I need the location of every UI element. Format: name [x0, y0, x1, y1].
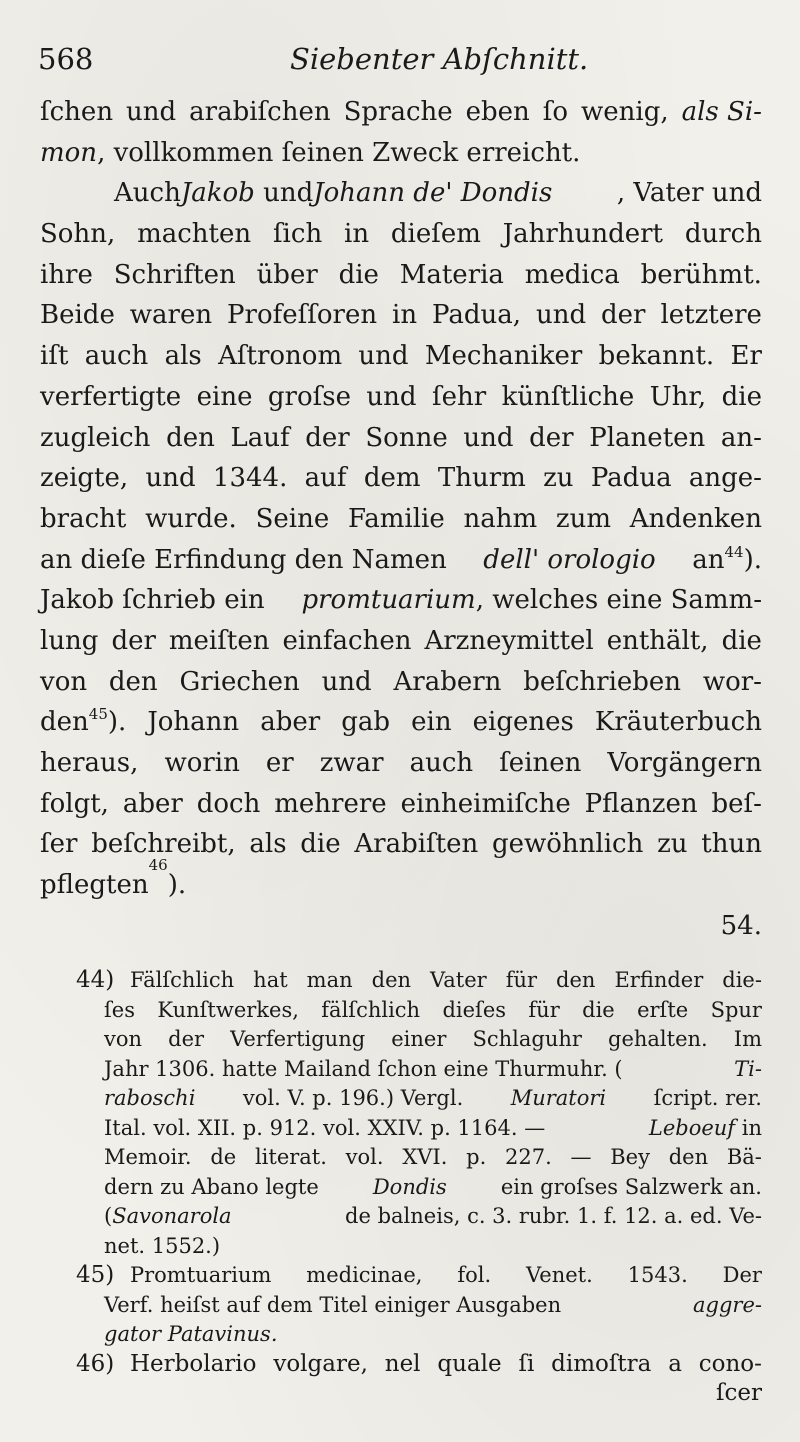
catchword: ſcer	[716, 1380, 762, 1406]
text-line	[40, 856, 762, 906]
text-word: zu	[657, 829, 688, 860]
text-word: gewöhnlich	[491, 829, 644, 860]
text-word: künſtliche	[501, 381, 635, 412]
footnote-number: 44)	[76, 967, 115, 993]
text-word: Savonarola	[112, 1204, 232, 1228]
text-word: Erfinder	[614, 968, 704, 992]
text-word: als Si-	[681, 97, 762, 127]
footnote-ref-44: 44	[724, 542, 744, 561]
text-word: den	[556, 968, 596, 992]
text-line	[40, 621, 762, 662]
text-word: und	[126, 97, 177, 127]
text-word: an-	[720, 422, 762, 453]
text-word: ſcript. rer.	[653, 1086, 762, 1110]
text-word: , Vater und	[616, 178, 762, 209]
text-word: Mechaniker	[424, 341, 583, 372]
text-word: ſi	[518, 1350, 535, 1377]
text-word: mon	[40, 137, 98, 168]
text-line	[40, 540, 762, 581]
text-word: Arzneymittel	[424, 625, 594, 656]
text-word: Beide	[40, 300, 115, 331]
text-word: einheimiſche	[400, 788, 571, 819]
text-word: 54.	[720, 910, 762, 941]
text-word: Sohn,	[40, 219, 116, 250]
footnote-46	[40, 1350, 762, 1409]
text-word: ſich	[272, 219, 323, 250]
text-word: raboschi	[104, 1086, 196, 1110]
text-word: über	[256, 259, 318, 290]
footnote-45	[40, 1261, 762, 1350]
text-word: Verfertigung	[230, 1027, 366, 1051]
text-word: die	[721, 625, 762, 656]
text-word: Griechen	[179, 666, 300, 697]
text-word: berühmt.	[640, 259, 762, 290]
text-line	[40, 662, 762, 703]
text-word: ).	[167, 870, 187, 901]
text-word: doch	[196, 788, 261, 819]
text-word: Er	[730, 341, 762, 372]
text-word: dimoſtra	[551, 1350, 652, 1377]
text-word: aggre-	[693, 1292, 762, 1317]
text-word: Vater	[430, 968, 487, 992]
text-word: Lauf	[230, 422, 290, 453]
text-word: 1344.	[212, 463, 288, 494]
text-line	[40, 418, 762, 459]
text-word: Auch	[114, 178, 181, 209]
text-word: ſeinen	[499, 748, 582, 778]
text-word: und	[263, 178, 314, 209]
text-word: Spur	[710, 997, 762, 1022]
text-word: Andenken	[629, 503, 762, 534]
text-line	[40, 743, 762, 784]
text-word: mehrere	[274, 788, 387, 819]
text-word: ).	[107, 707, 127, 738]
text-line	[40, 295, 762, 336]
text-word: der	[601, 300, 646, 331]
text-word: a	[668, 1350, 682, 1377]
text-word: und	[145, 463, 196, 494]
text-word: thun	[701, 829, 762, 860]
text-word: bekannt.	[598, 341, 715, 372]
text-word: dem	[363, 463, 421, 494]
text-word: promtuarium	[301, 585, 476, 616]
text-word: Herbolario	[130, 1350, 257, 1377]
text-word: aber	[260, 707, 321, 738]
text-word: Im	[733, 1027, 762, 1051]
text-word: Bey	[610, 1145, 650, 1169]
text-word: vol.	[345, 1145, 384, 1169]
text-word: zu	[543, 463, 574, 494]
text-word: Jahrhundert	[502, 219, 663, 250]
text-word: (	[104, 1204, 113, 1228]
text-word: enthält,	[606, 625, 709, 656]
text-word: der	[111, 625, 156, 656]
text-line	[40, 214, 762, 255]
text-word: der	[305, 422, 350, 453]
text-line	[40, 336, 762, 377]
text-line	[40, 702, 762, 743]
text-word: den	[166, 422, 215, 453]
text-word: Der	[722, 1263, 762, 1287]
text-word: aber	[122, 788, 183, 819]
text-word: arabiſchen	[189, 97, 331, 127]
text-word: Memoir.	[104, 1145, 192, 1169]
text-word: fol.	[457, 1263, 492, 1287]
text-word: erſte	[637, 997, 689, 1022]
text-word: Profeſſoren	[227, 300, 378, 331]
section-number	[40, 906, 762, 947]
text-word: wor-	[702, 666, 762, 697]
footnote-number: 46)	[76, 1350, 115, 1377]
text-word: hat	[253, 968, 288, 992]
text-word: zum	[555, 503, 611, 534]
text-word: er	[265, 748, 294, 778]
text-word: ſes	[104, 997, 135, 1022]
text-word: dern zu Abano legte	[104, 1174, 319, 1199]
text-word: beſchrieben	[523, 666, 682, 697]
text-word: Kräuterbuch	[594, 707, 762, 738]
text-word: Sprache	[343, 97, 453, 127]
text-word: Materia	[399, 259, 504, 290]
text-word: Sonne	[365, 422, 448, 453]
text-word: dieſem	[390, 219, 481, 250]
text-word: de balneis, c. 3. rubr. 1. f. 12. a. ed. Ve-	[345, 1204, 762, 1228]
text-word: vol. V. p. 196.) Vergl.	[242, 1086, 464, 1110]
text-word: den	[40, 707, 89, 738]
text-word: Uhr,	[649, 381, 707, 412]
text-word: als	[164, 341, 202, 372]
text-word: nel	[384, 1350, 421, 1377]
text-word: Planeten	[589, 422, 706, 453]
footnotes	[40, 966, 762, 1409]
text-word: folgt,	[40, 788, 109, 819]
main-text	[40, 92, 762, 946]
text-word: meiſten	[168, 625, 270, 656]
running-title: Siebenter Abſchnitt.	[290, 42, 589, 76]
text-word: eine	[196, 381, 253, 412]
text-word: Familie	[347, 503, 445, 534]
text-word: ſehr	[432, 381, 487, 412]
text-word: Bä-	[726, 1145, 762, 1169]
text-word: waren	[129, 300, 213, 331]
page-number: 568	[38, 42, 94, 76]
text-word: eigenes	[472, 707, 574, 738]
text-word: durch	[684, 219, 762, 250]
text-word: bracht	[40, 503, 127, 534]
text-word: 1543.	[627, 1263, 688, 1287]
text-word: iſt	[40, 341, 69, 372]
text-line	[40, 255, 762, 296]
text-word: Schlaguhr	[472, 1027, 582, 1051]
text-word: Padua	[590, 463, 672, 494]
text-word: der	[529, 422, 574, 453]
text-word: ein	[411, 707, 452, 738]
text-word: Johann	[147, 707, 240, 738]
text-word: medicinae,	[306, 1263, 423, 1287]
footnote-ref-45: 45	[88, 705, 108, 724]
text-word: gator Patavinus.	[104, 1322, 278, 1346]
footnote-ref-46: 46	[148, 856, 168, 875]
text-word: den	[668, 1145, 709, 1169]
text-word: Ital. vol. XII. p. 912. vol. XXIV. p. 1164. —	[104, 1115, 546, 1140]
text-word: die-	[722, 968, 762, 992]
text-word: dell' orologio	[483, 544, 656, 575]
text-word: von	[104, 1027, 143, 1051]
text-line	[40, 377, 762, 418]
text-word: für	[505, 968, 538, 992]
text-word: de	[210, 1145, 237, 1169]
text-line	[40, 458, 762, 499]
text-word: lung	[40, 625, 99, 656]
text-word: Kunſtwerkes,	[157, 997, 299, 1022]
text-word: groſse	[267, 381, 351, 412]
text-word: pflegten	[40, 870, 149, 901]
text-word: einfachen	[282, 625, 412, 656]
text-word: wurde.	[145, 503, 237, 534]
text-word: die	[338, 259, 379, 290]
paragraph-start-line	[40, 173, 762, 214]
text-word: letztere	[660, 300, 762, 331]
text-word: Venet.	[526, 1263, 593, 1287]
text-line	[40, 133, 762, 174]
text-word: XVI.	[402, 1145, 448, 1169]
text-word: Promtuarium	[130, 1263, 272, 1287]
text-word: 227.	[505, 1145, 552, 1169]
text-word: dieſes	[442, 997, 507, 1022]
text-word: gehalten.	[608, 1027, 708, 1051]
text-word: als	[249, 829, 287, 860]
text-word: Jakob	[180, 178, 255, 209]
text-word: ſo	[542, 97, 569, 127]
text-word: zeigte,	[40, 463, 129, 494]
text-word: in	[741, 1115, 762, 1140]
text-word: fälſchlich	[321, 997, 421, 1022]
text-word: auf	[304, 463, 347, 494]
text-word: und	[535, 300, 587, 331]
text-line	[40, 92, 762, 133]
text-word: Padua,	[432, 300, 522, 331]
text-word: literat.	[254, 1145, 327, 1169]
text-word: Schriften	[113, 259, 236, 290]
text-word: ).	[743, 544, 762, 575]
text-word: quale	[437, 1350, 502, 1377]
text-word: heraus,	[40, 748, 139, 778]
text-word: und	[463, 422, 514, 453]
text-word: Leboeuf	[648, 1115, 736, 1140]
text-word: zugleich	[40, 422, 151, 453]
text-word: auch	[409, 748, 474, 778]
text-word: und	[366, 381, 417, 412]
text-word: Jakob ſchrieb ein	[40, 585, 265, 616]
text-line	[40, 499, 762, 540]
text-word: den	[371, 968, 412, 992]
text-word: zwar	[319, 748, 384, 778]
text-word: in	[392, 300, 418, 331]
page-header	[36, 42, 764, 82]
text-line	[40, 580, 762, 621]
text-word: Johann de' Dondis	[313, 178, 553, 209]
text-word: verfertigte	[40, 381, 182, 412]
text-word: die	[582, 997, 615, 1022]
text-line	[40, 784, 762, 825]
text-word: an dieſe Erfindung den Namen	[40, 544, 447, 575]
text-word: Jahr 1306. hatte Mailand ſchon eine Thurmuhr. (	[104, 1056, 623, 1081]
text-word: beſ-	[711, 788, 762, 819]
text-word: , vollkommen ſeinen Zweck erreicht.	[97, 137, 581, 168]
text-word: Ti-	[734, 1056, 762, 1081]
text-word: und	[321, 666, 372, 697]
text-word: den	[108, 666, 158, 697]
text-word: Muratori	[510, 1086, 607, 1110]
text-word: an	[692, 544, 725, 575]
text-word: Arabern	[393, 666, 502, 697]
text-word: ein groſses Salzwerk an.	[500, 1174, 762, 1199]
text-word: die	[721, 381, 762, 412]
text-word: in	[344, 219, 370, 250]
text-word: cono-	[698, 1350, 762, 1377]
text-word: auch	[84, 341, 149, 372]
text-word: wenig,	[581, 97, 669, 127]
text-word: volgare,	[273, 1350, 368, 1377]
text-word: einer	[391, 1027, 447, 1051]
text-word: beſchreibt,	[91, 829, 236, 860]
text-word: Vorgängern	[607, 748, 762, 778]
text-word: ſchen	[40, 97, 114, 127]
text-word: eben	[465, 97, 530, 127]
footnote-number: 45)	[76, 1262, 115, 1288]
text-word: für	[528, 997, 560, 1022]
text-word: Seine	[255, 503, 330, 534]
text-word: Thurm	[437, 463, 526, 494]
text-word: gab	[341, 707, 391, 738]
text-word: der	[168, 1027, 205, 1051]
text-word: Aſtronom	[218, 341, 343, 372]
text-word: machten	[137, 219, 252, 250]
text-word: ſer	[40, 829, 78, 860]
text-word: Dondis	[372, 1174, 447, 1199]
text-word: net. 1552.)	[104, 1233, 221, 1258]
footnote-44	[40, 966, 762, 1261]
text-word: und	[358, 341, 409, 372]
text-word: Fälſchlich	[130, 968, 235, 992]
text-word: —	[570, 1145, 592, 1169]
text-word: Arabiſten	[354, 829, 479, 860]
text-word: Verf. heiſst auf dem Titel einiger Ausgaben	[104, 1292, 562, 1317]
text-word: die	[300, 829, 341, 860]
text-word: worin	[164, 748, 240, 778]
text-word: ange-	[688, 463, 762, 494]
text-word: , welches eine Samm-	[475, 585, 762, 616]
text-word: ihre	[40, 259, 93, 290]
text-word: nahm	[463, 503, 538, 534]
text-word: von	[40, 666, 88, 697]
text-word: man	[306, 968, 353, 992]
text-word: Pflanzen	[584, 788, 698, 819]
text-word: medica	[524, 259, 620, 290]
text-word: p.	[466, 1145, 487, 1169]
